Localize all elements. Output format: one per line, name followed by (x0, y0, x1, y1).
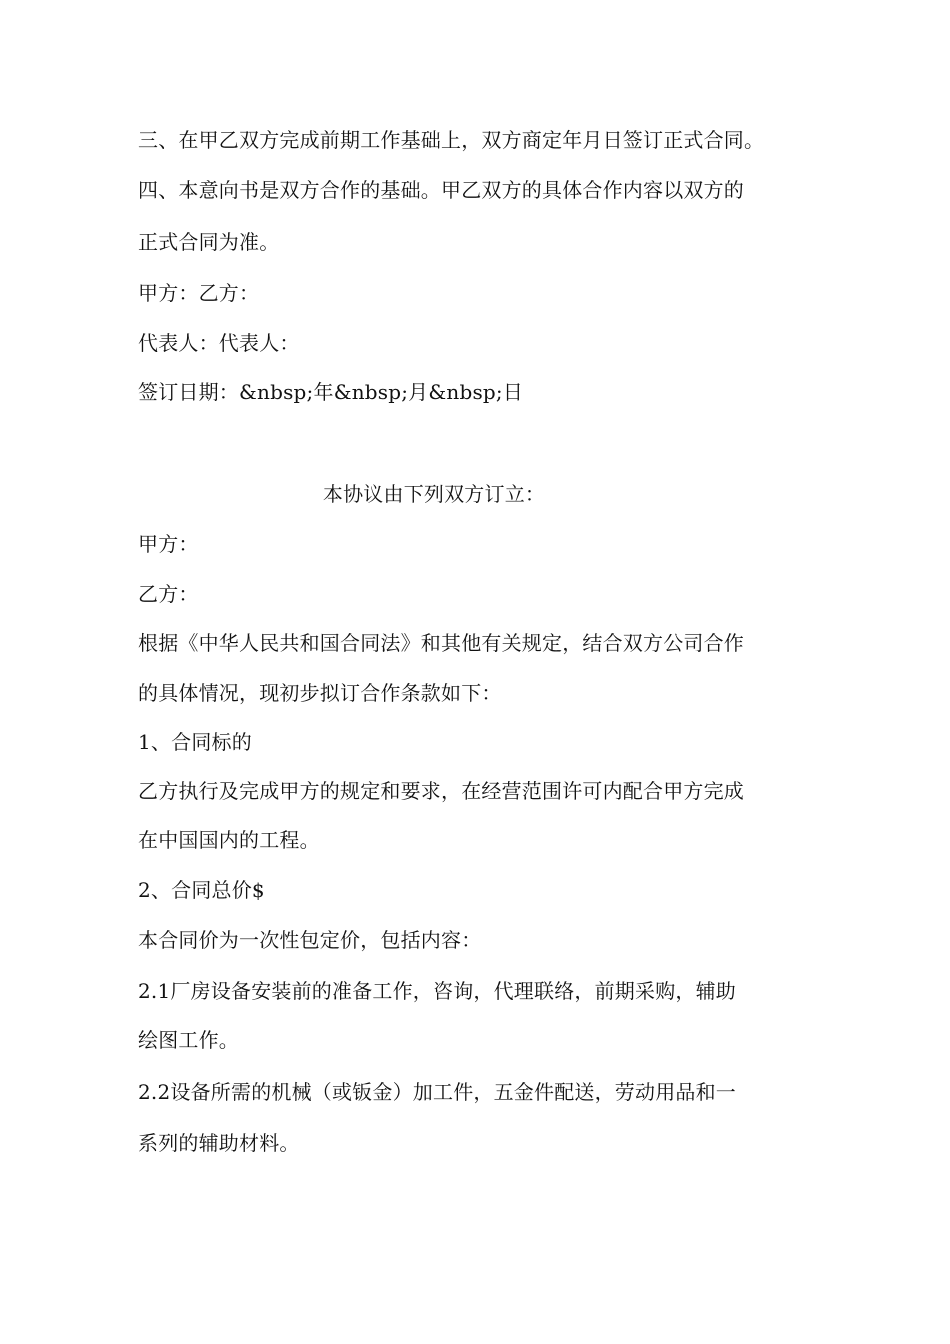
agreement-heading: 本协议由下列双方订立： (322, 482, 546, 506)
section-1-heading: 1、合同标的 (138, 730, 252, 754)
item-2-1-line-2: 绘图工作。 (138, 1028, 239, 1052)
item-2-1-line-1: 2.1厂房设备安装前的准备工作，咨询，代理联络，前期采购，辅助 (138, 979, 737, 1003)
preamble-line-1: 根据《中华人民共和国合同法》和其他有关规定，结合双方公司合作 (138, 631, 744, 655)
party-b-label: 乙方： (138, 582, 199, 606)
clause-four-line-1: 四、本意向书是双方合作的基础。甲乙双方的具体合作内容以双方的 (138, 178, 744, 202)
item-2-2-line-1: 2.2设备所需的机械（或钣金）加工件，五金件配送，劳动用品和一 (138, 1080, 737, 1104)
item-2-2-line-2: 系列的辅助材料。 (138, 1131, 300, 1155)
section-1-body-line-2: 在中国国内的工程。 (138, 828, 320, 852)
preamble-line-2: 的具体情况，现初步拟订合作条款如下： (138, 681, 502, 705)
section-2-body: 本合同价为一次性包定价，包括内容： (138, 928, 482, 952)
clause-three: 三、在甲乙双方完成前期工作基础上，双方商定年月日签订正式合同。 (138, 128, 765, 152)
clause-four-line-2: 正式合同为准。 (138, 230, 280, 254)
section-2-heading: 2、合同总价$ (138, 878, 265, 902)
signing-date: 签订日期：&nbsp;年&nbsp;月&nbsp;日 (138, 380, 524, 404)
representative-labels: 代表人：代表人： (138, 331, 300, 355)
party-a-label: 甲方： (138, 532, 199, 556)
section-1-body-line-1: 乙方执行及完成甲方的规定和要求，在经营范围许可内配合甲方完成 (138, 779, 744, 803)
party-labels: 甲方：乙方： (138, 281, 260, 305)
